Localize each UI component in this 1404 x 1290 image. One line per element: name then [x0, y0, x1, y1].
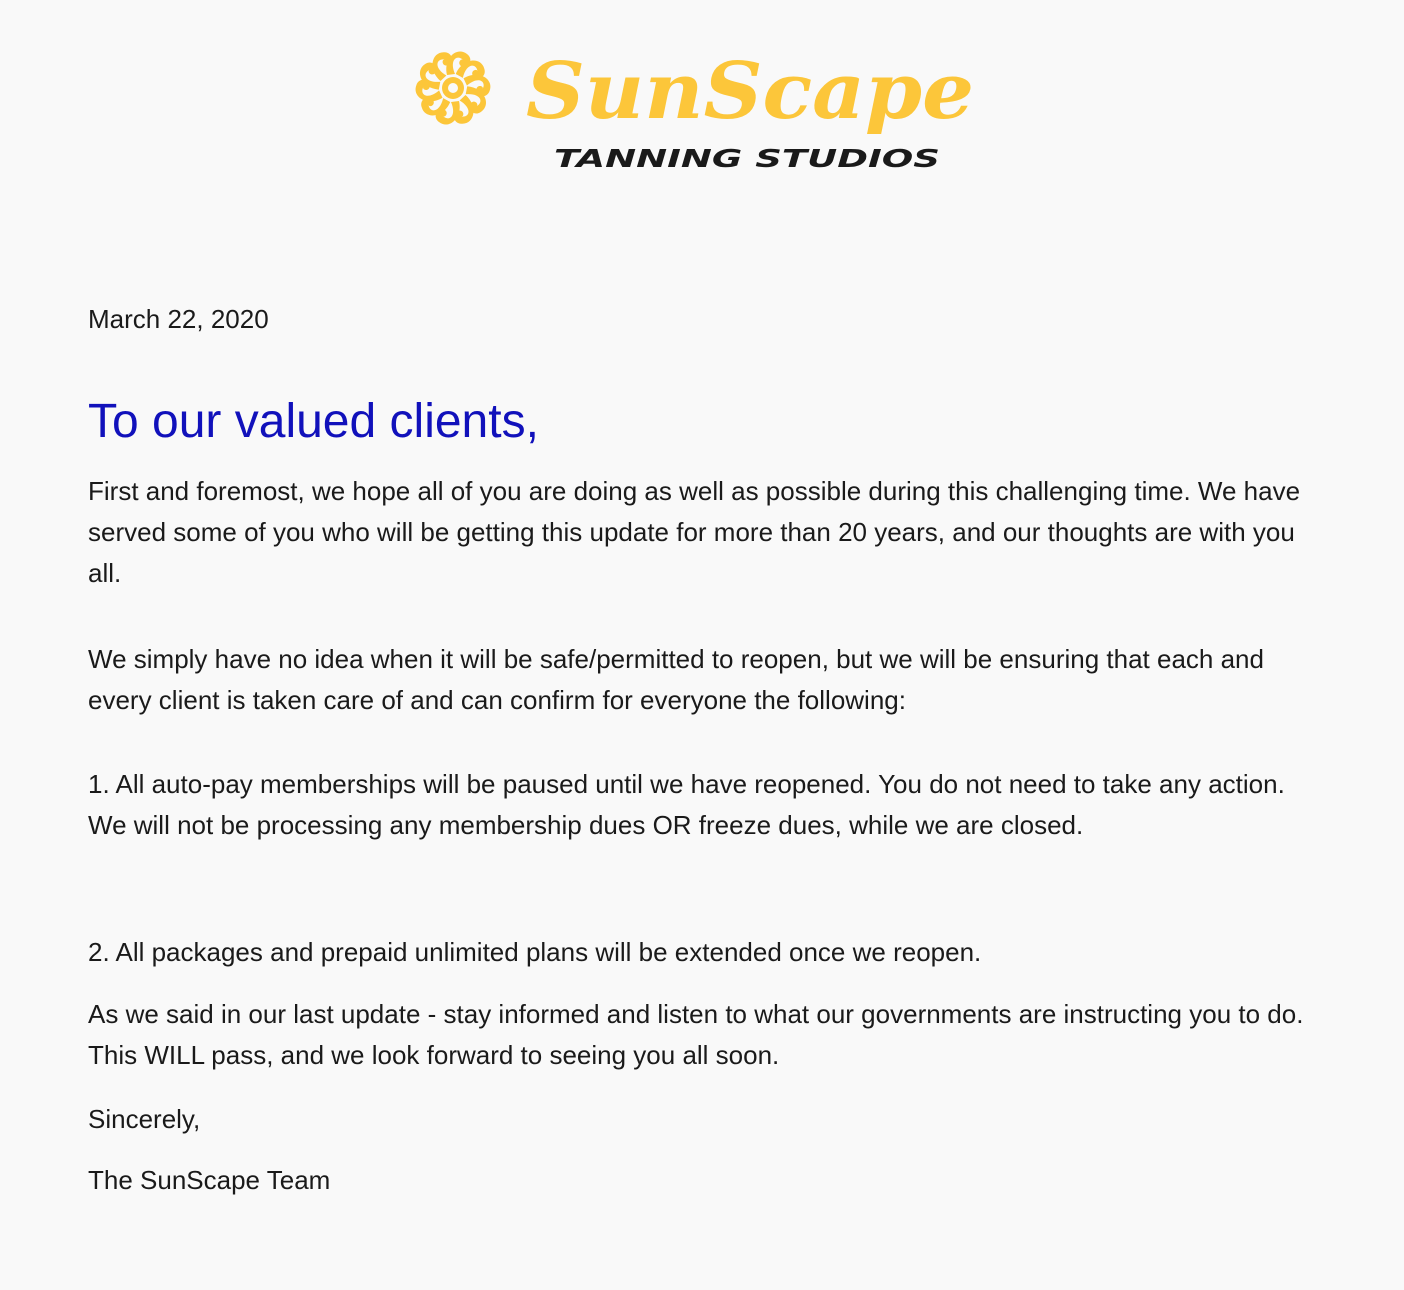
sun-swirl-icon [413, 48, 493, 128]
letter-closing: Sincerely, [88, 1104, 201, 1134]
paragraph-intro: First and foremost, we hope all of you are doing as well as possible during this challenging time. We have served some of you who will be getting this update for more than 20 years, and our thoughts are with you all. [88, 476, 1301, 588]
letter-date: March 22, 2020 [88, 304, 269, 334]
list-item-autopay: 1. All auto-pay memberships will be paused until we have reopened. You do not need to take any action. We will not be processing any membership dues OR freeze dues, while we are closed. [88, 769, 1285, 840]
sunscape-logo [408, 40, 978, 180]
paragraph-reopen: We simply have no idea when it will be safe/permitted to reopen, but we will be ensuring that each and every client is taken care of and can confirm for everyone the following: [88, 644, 1264, 715]
list-item-packages: 2. All packages and prepaid unlimited plans will be extended once we reopen. [88, 937, 982, 967]
letter-greeting: To our valued clients, [88, 395, 539, 448]
paragraph-closing-note: As we said in our last update - stay informed and listen to what our governments are instructing you to do. This WILL pass, and we look forward to seeing you all soon. [88, 999, 1304, 1070]
logo-wordmark: SunScape [526, 46, 974, 137]
letter-signature: The SunScape Team [88, 1165, 331, 1195]
logo-tagline: TANNING STUDIOS [554, 144, 940, 173]
